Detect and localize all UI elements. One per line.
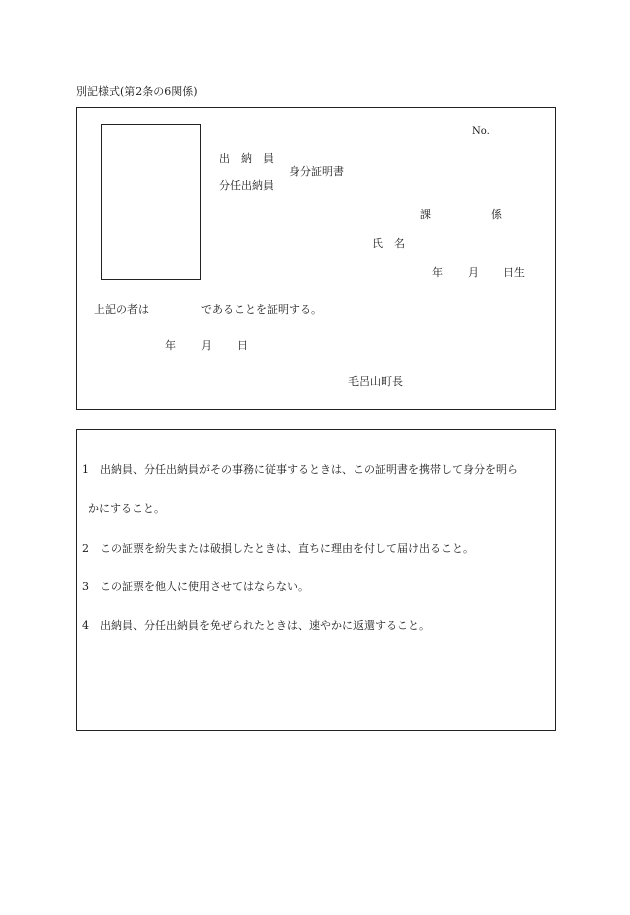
- birth-day-label: 日生: [503, 266, 525, 279]
- document-title: 身分証明書: [289, 165, 344, 178]
- issuer-title: 毛呂山町長: [348, 375, 403, 388]
- note-item-1-line-1: 1 出納員、分任出納員がその事務に従事するときは、この証明書を携帯して身分を明ら: [82, 463, 518, 476]
- card-number-label: No.: [472, 126, 490, 137]
- role-line-1: 出 納 員: [219, 152, 274, 165]
- department-ka-label: 課: [420, 208, 431, 221]
- form-caption: 別記様式(第2条の6関係): [76, 85, 198, 98]
- issue-month-label: 月: [201, 339, 212, 352]
- note-item-3: 3 この証票を他人に使用させてはならない。: [82, 580, 309, 593]
- certify-prefix: 上記の者は: [94, 303, 149, 316]
- issue-day-label: 日: [237, 339, 248, 352]
- note-item-2: 2 この証票を紛失または破損したときは、直ちに理由を付して届け出ること。: [82, 542, 474, 555]
- role-line-2: 分任出納員: [219, 179, 274, 192]
- photo-placeholder: [101, 124, 201, 280]
- issue-year-label: 年: [165, 339, 176, 352]
- birth-month-label: 月: [468, 266, 479, 279]
- note-item-1-line-2: かにすること。: [88, 502, 165, 515]
- department-kakari-label: 係: [491, 208, 502, 221]
- note-item-4: 4 出納員、分任出納員を免ぜられたときは、速やかに返還すること。: [82, 619, 430, 632]
- name-label: 氏 名: [372, 237, 405, 250]
- birth-year-label: 年: [432, 266, 443, 279]
- certify-suffix: であることを証明する。: [201, 303, 322, 316]
